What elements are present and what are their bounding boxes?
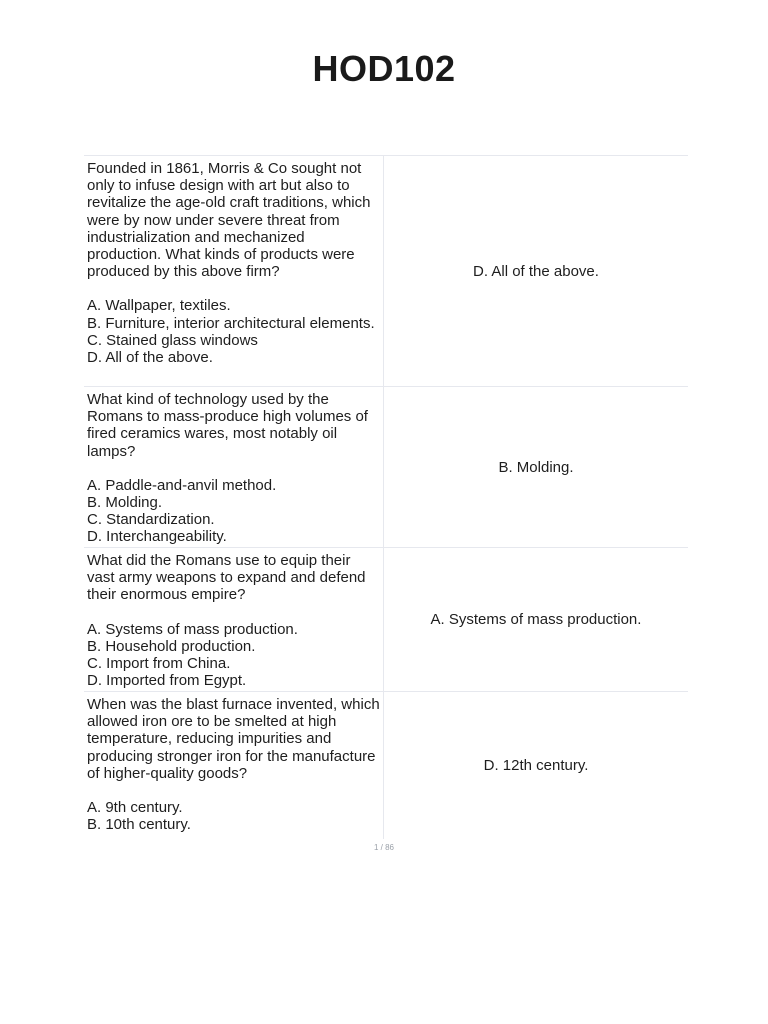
options-list (87, 621, 380, 690)
option-item: C. Import from China. (87, 655, 231, 673)
question-cell (84, 156, 384, 386)
option-item: B. Household production. (87, 637, 256, 655)
question-text: When was the blast furnace invented, which allowed iron ore to be smelted at high temperature, reducing impurities and producing stronger iron for the manufacture of higher-quality goods? (87, 696, 380, 782)
option-item: D. Imported from Egypt. (87, 672, 247, 690)
flashcard-row (84, 691, 688, 839)
answer-text: D. 12th century. (483, 757, 589, 774)
option-item: B. Molding. (87, 494, 163, 512)
option-item: A. Paddle-and-anvil method. (87, 476, 277, 494)
flashcard-table (84, 155, 688, 839)
option-item: B. Furniture, interior architectural elements. (87, 314, 375, 332)
question-text: What did the Romans use to equip their vast army weapons to expand and defend their enormous empire? (87, 552, 366, 604)
option-item: D. Interchangeability. (87, 528, 227, 546)
flashcard-row (84, 155, 688, 386)
options-list (87, 799, 380, 833)
answer-cell (384, 387, 688, 547)
question-cell (84, 692, 384, 839)
option-item: C. Standardization. (87, 511, 215, 529)
page-title: HOD102 (312, 48, 456, 89)
option-item: D. All of the above. (87, 349, 213, 367)
option-item: A. Wallpaper, textiles. (87, 297, 231, 315)
question-cell (84, 387, 384, 547)
flashcard-row (84, 386, 688, 547)
option-item: A. 9th century. (87, 799, 183, 817)
question-cell (84, 548, 384, 691)
question-text: Founded in 1861, Morris & Co sought not only to infuse design with art but also to revitalize the age-old craft traditions, which were by now under severe threat from industrialization and mechanized production. What kinds of products were produced by this above firm? (87, 160, 371, 281)
answer-cell (384, 548, 688, 691)
options-list (87, 477, 380, 546)
answer-cell (384, 692, 688, 839)
option-item: A. Systems of mass production. (87, 620, 298, 638)
question-text: What kind of technology used by the Romans to mass-produce high volumes of fired ceramics wares, most notably oil lamps? (87, 391, 368, 460)
option-item: C. Stained glass windows (87, 331, 258, 349)
flashcard-row (84, 547, 688, 691)
option-item: B. 10th century. (87, 816, 191, 834)
answer-text: D. All of the above. (473, 262, 599, 280)
page-indicator: 1 / 86 (373, 843, 394, 852)
answer-text: A. Systems of mass production. (430, 611, 642, 628)
answer-text: B. Molding. (498, 458, 574, 476)
answer-cell (384, 156, 688, 386)
options-list (87, 297, 380, 366)
